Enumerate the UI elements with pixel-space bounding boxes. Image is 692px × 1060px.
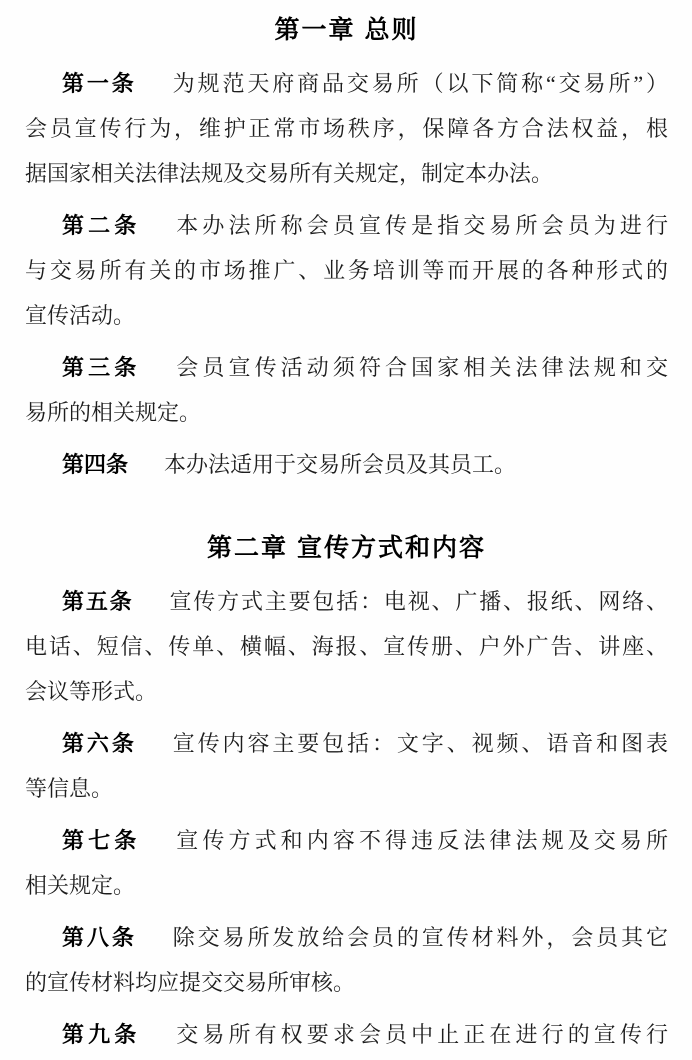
article-line [25,818,668,863]
article-line: 易所的相关规定。 [25,400,202,425]
article-number: 第八条 [62,925,137,950]
article-line: 电话、短信、传单、横幅、海报、宣传册、户外广告、讲座、 [25,634,668,659]
article-number: 第一条 [62,71,137,96]
article-paragraph [25,579,668,714]
article-line: 宣传活动。 [25,303,136,328]
article-line [25,1012,668,1057]
article-text: 宣传内容主要包括：文字、视频、语音和图表 [172,731,668,756]
article-line [25,721,668,766]
article-number: 第七条 [62,828,141,853]
chapter-heading: 第二章 宣传方式和内容 [207,534,486,562]
article-paragraph [25,203,668,338]
article-line: 相关规定。 [25,873,136,898]
article-text: 为规范天府商品交易所（以下简称“交易所”） [172,71,668,96]
article-line: 与交易所有关的市场推广、业务培训等而开展的各种形式的 [25,258,668,283]
article-line [25,345,668,390]
article-paragraph [25,345,668,435]
article-paragraph [25,1012,668,1057]
chapter-section-1 [25,14,668,487]
article-text: 会员宣传活动须符合国家相关法律法规和交 [176,355,668,380]
chapter-heading: 第一章 总则 [274,16,419,44]
article-line [25,579,668,624]
article-paragraph [25,61,668,196]
article-line [25,203,668,248]
article-number: 第六条 [62,731,137,756]
article-paragraph [25,915,668,1005]
article-line: 据国家相关法律法规及交易所有关规定，制定本办法。 [25,161,554,186]
article-number: 第三条 [62,355,141,380]
article-line: 会议等形式。 [25,679,158,704]
article-line: 的宣传材料均应提交交易所审核。 [25,970,356,995]
article-line: 等信息。 [25,776,114,801]
article-number: 第四条 [62,452,129,477]
article-line [25,61,668,106]
article-line: 会员宣传行为，维护正常市场秩序，保障各方合法权益，根 [25,116,668,141]
article-text: 本办法适用于交易所会员及其员工。 [164,452,517,477]
chapter-section-2 [25,532,668,1057]
article-text: 宣传方式主要包括：电视、广播、报纸、网络、 [169,589,668,614]
article-text: 除交易所发放给会员的宣传材料外，会员其它 [172,925,668,950]
article-number: 第九条 [62,1022,141,1047]
article-paragraph [25,721,668,811]
article-paragraph [25,818,668,908]
article-line [25,442,668,487]
article-number: 第二条 [62,213,141,238]
article-text: 宣传方式和内容不得违反法律法规及交易所 [176,828,668,853]
article-text: 本办法所称会员宣传是指交易所会员为进行 [176,213,668,238]
article-text: 交易所有权要求会员中止正在进行的宣传行 [176,1022,668,1047]
article-paragraph [25,442,668,487]
article-line [25,915,668,960]
article-number: 第五条 [62,589,134,614]
